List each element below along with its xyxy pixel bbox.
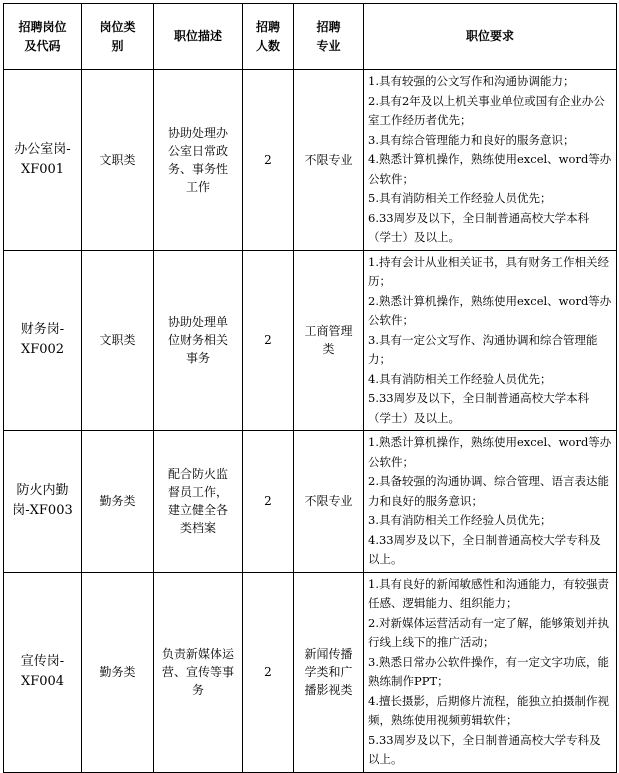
- header-major: 招聘专业: [294, 4, 364, 70]
- requirement-item: 3.熟悉日常办公软件操作，有一定文字功底，能熟练制作PPT；: [368, 654, 609, 688]
- requirement-item: 2.具有2年及以上机关事业单位或国有企业办公室工作经历者优先；: [368, 93, 605, 127]
- category-cell: 文职类: [82, 70, 154, 251]
- description-cell: 协助处理单位财务相关事务: [154, 250, 243, 431]
- description-cell: 负责新媒体运营、宣传等事务: [154, 572, 243, 772]
- requirement-item: 2.熟悉计算机操作，熟练使用excel、word等办公软件；: [368, 293, 612, 327]
- requirement-item: 1.具有良好的新闻敏感性和沟通能力，有较强责任感、逻辑能力、组织能力；: [368, 576, 609, 610]
- table-row: [4, 431, 617, 573]
- requirement-item: 4.33周岁及以下，全日制普通高校大学专科及以上。: [368, 532, 601, 566]
- category-cell: 文职类: [82, 250, 154, 431]
- requirement-item: 4.擅长摄影，后期修片流程，能独立拍摄制作视频，熟练使用视频剪辑软件；: [368, 693, 609, 727]
- header-headcount: 招聘人数: [243, 4, 294, 70]
- requirement-item: 1.持有会计从业相关证书，具有财务工作相关经历；: [368, 254, 609, 288]
- category-cell: 勤务类: [82, 431, 154, 573]
- requirement-item: 3.具有消防相关工作经验人员优先；: [368, 513, 552, 527]
- requirement-item: 6.33周岁及以下，全日制普通高校大学本科（学士）及以上。: [368, 210, 590, 244]
- major-cell: 工商管理类: [294, 250, 364, 431]
- table-row: [4, 250, 617, 431]
- header-requirements: 职位要求: [364, 4, 617, 70]
- major-cell: 不限专业: [294, 431, 364, 573]
- requirement-item: 1.熟悉计算机操作，熟练使用excel、word等办公软件；: [368, 435, 612, 469]
- requirement-item: 4.熟悉计算机操作，熟练使用excel、word等办公软件；: [368, 152, 612, 186]
- major-cell: 不限专业: [294, 70, 364, 251]
- description-cell: 配合防火监督员工作，建立健全各类档案: [154, 431, 243, 573]
- requirements-cell: [364, 250, 617, 431]
- requirement-item: 5.33周岁及以下，全日制普通高校大学本科（学士）及以上。: [368, 391, 590, 425]
- position-cell: 防火内勤岗-XF003: [4, 431, 82, 573]
- position-cell: 办公室岗-XF001: [4, 70, 82, 251]
- position-cell: 宣传岗-XF004: [4, 572, 82, 772]
- headcount-cell: 2: [243, 572, 294, 772]
- table-row: [4, 572, 617, 772]
- header-position-code: 招聘岗位及代码: [4, 4, 82, 70]
- header-category: 岗位类别: [82, 4, 154, 70]
- category-cell: 勤务类: [82, 572, 154, 772]
- headcount-cell: 2: [243, 431, 294, 573]
- requirement-item: 2.对新媒体运营活动有一定了解，能够策划并执行线上线下的推广活动；: [368, 615, 609, 649]
- position-cell: 财务岗-XF002: [4, 250, 82, 431]
- requirement-item: 2.具备较强的沟通协调、综合管理、语言表达能力和良好的服务意识；: [368, 474, 609, 508]
- recruitment-table: [3, 3, 617, 773]
- table-row: [4, 70, 617, 251]
- header-description: 职位描述: [154, 4, 243, 70]
- requirements-cell: [364, 431, 617, 573]
- headcount-cell: 2: [243, 250, 294, 431]
- requirement-item: 4.具有消防相关工作经验人员优先；: [368, 371, 552, 386]
- requirement-item: 3.具有一定公文写作、沟通协调和综合管理能力；: [368, 332, 598, 366]
- requirements-cell: [364, 70, 617, 251]
- description-cell: 协助处理办公室日常政务、事务性工作: [154, 70, 243, 251]
- requirements-cell: [364, 572, 617, 772]
- requirement-item: 5.具有消防相关工作经验人员优先；: [368, 191, 552, 205]
- requirement-item: 1.具有较强的公文写作和沟通协调能力；: [368, 74, 575, 88]
- table-header-row: [4, 4, 617, 70]
- requirement-item: 5.33周岁及以下，全日制普通高校大学专科及以上。: [368, 732, 601, 766]
- headcount-cell: 2: [243, 70, 294, 251]
- requirement-item: 3.具有综合管理能力和良好的服务意识；: [368, 132, 575, 147]
- major-cell: 新闻传播学类和广播影视类: [294, 572, 364, 772]
